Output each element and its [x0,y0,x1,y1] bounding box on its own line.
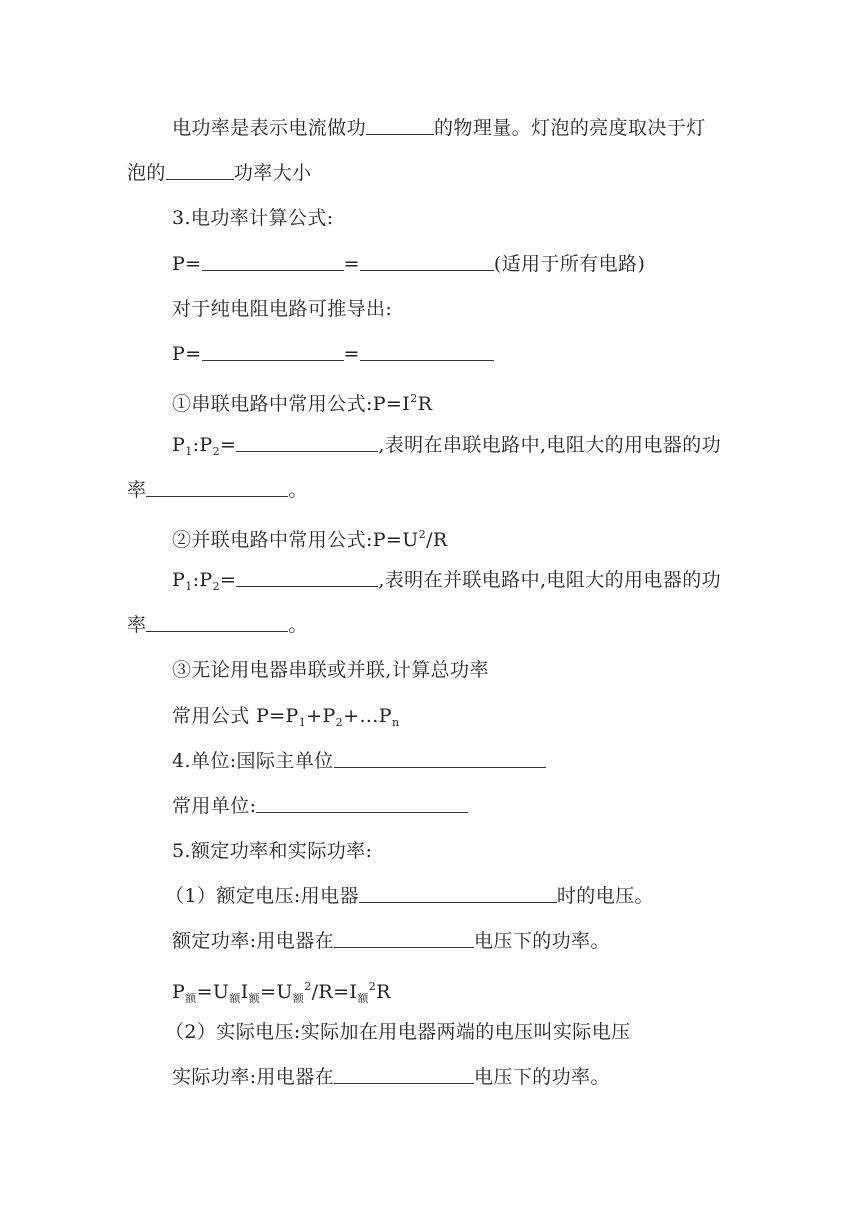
text-segment: 率 [127,614,147,636]
fill-blank[interactable] [202,252,344,271]
text-segment: 电压下的功率。 [474,930,610,952]
text-line-series-conclusion [127,477,308,503]
text-segment: 率 [127,479,147,501]
subscript: 额 [248,992,261,1005]
text-segment: =U [260,981,293,1003]
text-segment: /R [426,529,448,551]
text-segment: ,表明在串联电路中,电阻大的用电器的功 [378,434,722,456]
fill-blank[interactable] [236,568,378,587]
text-line-rated-voltage [165,883,654,909]
fill-blank[interactable] [366,116,434,135]
text-line-actual-power [172,1064,610,1090]
text-line-actual-voltage: （2）实际电压:实际加在用电器两端的电压叫实际电压 [165,1021,631,1043]
section-heading-formula: 3.电功率计算公式: [172,207,334,229]
text-segment: 。 [288,614,308,636]
text-line-total-formula [172,703,399,736]
text-line-common-unit [172,793,468,819]
text-line-series-ratio [172,432,721,465]
text-segment: 。 [288,479,308,501]
fill-blank[interactable] [146,613,288,632]
fill-blank[interactable] [256,794,468,813]
text-segment: ①串联电路中常用公式:P=I [172,393,411,415]
text-segment: 功率大小 [233,162,312,184]
text-line-series-formula [172,386,432,417]
text-segment: 电压下的功率。 [474,1066,610,1088]
text-segment: I [240,981,249,1003]
fill-blank[interactable] [334,749,546,768]
superscript: 2 [368,980,377,993]
fill-blank[interactable] [359,884,557,903]
subscript: 1 [185,580,193,593]
fill-blank[interactable] [334,1065,474,1084]
superscript: 2 [410,392,418,405]
subscript: 2 [212,445,220,458]
superscript: 2 [304,980,312,993]
text-segment: :P [192,434,213,456]
text-segment: R [376,981,391,1003]
text-segment: 电功率是表示电流做功 [172,117,367,139]
text-line-rated-formula [172,974,391,1012]
text-segment: +…P [343,705,392,727]
fill-blank[interactable] [334,929,474,948]
text-segment: P= [172,343,202,365]
text-segment: 4.单位:国际主单位 [172,750,334,772]
fill-blank[interactable] [166,161,234,180]
section-heading-rated-actual: 5.额定功率和实际功率: [172,840,373,862]
fill-blank[interactable] [146,478,288,497]
text-segment: 常用单位: [172,795,257,817]
text-segment: ,表明在并联电路中,电阻大的用电器的功 [378,569,722,591]
text-line-si-unit [172,748,546,774]
subscript: 1 [185,445,193,458]
text-line-general-formula [172,251,645,277]
text-segment: P [172,569,186,591]
text-segment: (适用于所有电路) [493,253,646,275]
subscript: n [391,716,400,729]
text-line-parallel-formula [172,522,448,553]
text-segment: = [343,343,360,365]
text-segment: ②并联电路中常用公式:P=U [172,529,419,551]
text-segment: =U [196,981,230,1003]
text-segment: 的物理量。灯泡的亮度取决于灯 [434,117,706,139]
text-segment: P [172,981,186,1003]
text-segment: 实际功率:用电器在 [172,1066,335,1088]
fill-blank[interactable] [202,342,344,361]
text-segment: /R=I [311,981,358,1003]
subscript: 额 [357,992,369,1005]
text-segment: R [417,393,433,415]
fill-blank[interactable] [360,342,494,361]
text-segment: P [172,434,186,456]
text-line-parallel-conclusion [127,612,308,638]
text-segment: 额定功率:用电器在 [172,930,335,952]
subscript: 2 [212,580,220,593]
subscript: 1 [298,716,307,729]
text-segment: = [220,434,237,456]
text-line-total-power: ③无论用电器串联或并联,计算总功率 [172,659,489,681]
subscript: 额 [292,992,305,1005]
text-segment: = [220,569,237,591]
fill-blank[interactable] [360,252,494,271]
text-segment: 泡的 [127,162,166,184]
text-segment: （1）额定电压:用电器 [165,885,359,907]
text-segment: P= [172,253,202,275]
text-line-pure-resistance: 对于纯电阻电路可推导出: [172,298,393,320]
text-segment: 常用公式 P=P [172,705,299,727]
text-line-bulb-brightness [127,160,311,186]
text-line-rated-power [172,928,610,954]
text-segment: 时的电压。 [556,885,654,907]
text-line-derived-formula [172,341,494,367]
text-segment: +P [306,705,336,727]
subscript: 额 [185,992,197,1005]
text-line-parallel-ratio [172,567,721,600]
text-segment: = [343,253,360,275]
fill-blank[interactable] [236,433,378,452]
text-segment: :P [192,569,213,591]
superscript: 2 [418,528,427,541]
subscript: 2 [335,716,344,729]
subscript: 额 [229,992,241,1005]
text-line-power-definition [172,115,706,141]
